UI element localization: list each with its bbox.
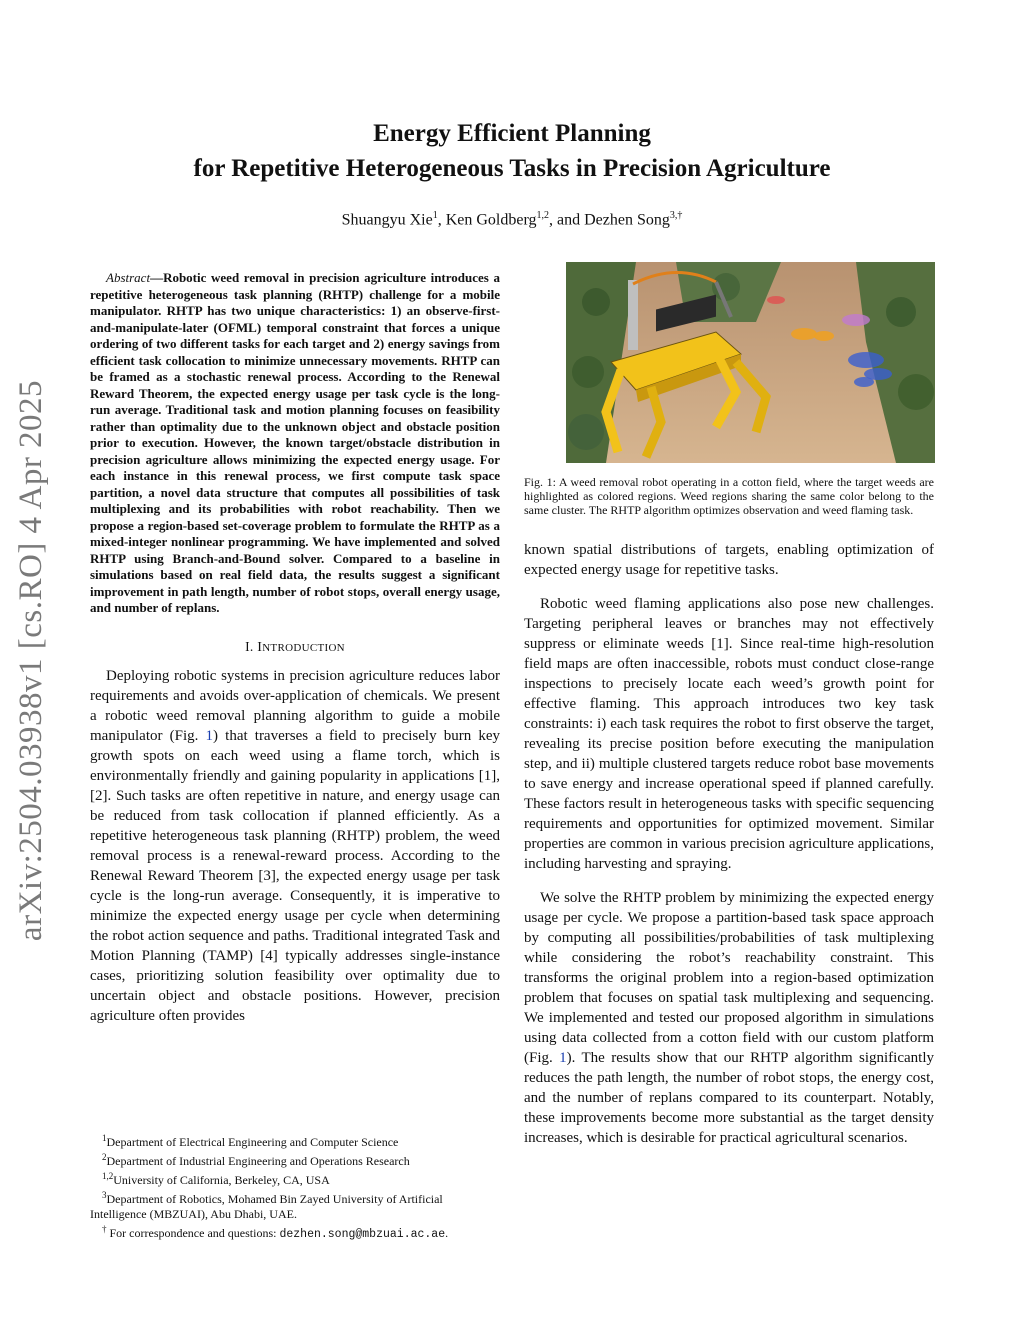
weed-region-red [767, 296, 785, 304]
abstract-text: Robotic weed removal in precision agriculture introduces a repetitive heterogeneous task planning (RHTP) challenge for a mobile manipulator. RHTP has two unique characteristics: 1) an observe-first-and-manipulate-later (OFML) temporal constraint that forces a unique ordering of two different tasks for each target and 2) energy savings from efficient task collocation to minimize unnecessary movements. RHTP can be framed as a stochastic renewal process. According to the Renewal Reward Theorem, the expected energy usage per task cycle is the long-run average. Traditional task and motion planning focuses on feasibility rather than optimality due to the unknown object and obstacle position prior to execution. However, the known target/obstacle distribution in precision agriculture allows minimizing the expected energy usage. For each instance in this renewal process, we first compute task space partition, a novel data structure that computes all possibilities of task multiplexing and its probabilities with robot reachability. Then we propose a region-based set-coverage problem to formulate the RHTP as a mixed-integer nonlinear programming. We have implemented and solved RHTP using Branch-and-Bound solver. Compared to a baseline in simulations based on real field data, the results suggest a significant improvement in path length, number of robot stops, overall energy usage, and number of replans. [90, 270, 500, 615]
weed-region-blue [854, 377, 874, 387]
footnote-mark: 1 [102, 1133, 107, 1143]
title-line-1: Energy Efficient Planning [373, 120, 651, 147]
paper-title [0, 116, 1024, 186]
section-number: I. [245, 638, 258, 654]
footnote-mark: 3 [102, 1190, 107, 1200]
footnote [90, 1222, 500, 1242]
weed-region-blue [848, 352, 884, 368]
footnote-text: Department of Industrial Engineering and Operations Research [106, 1154, 410, 1168]
intro-text-b: ) that traverses a field to precisely burn key growth spots on each weed using a flame torch, which is environmentally friendly and gaining popularity in applications [1], [2]. Such tasks are often repetitive in nature, and energy usage can be reduced from task collocation if planned efficiently. As a repetitive heterogeneous task planning (RHTP) problem, the weed removal process is a renewal-reward process. According to the Renewal Reward Theorem [3], the expected energy usage per task cycle is the long-run average. Consequently, it is imperative to minimize the expected energy usage per cycle when determining the robot action sequence and paths. Traditional integrated Task and Motion Planning (TAMP) [4] typically addresses single-instance cases, prioritizing solution feasibility over optimality due to uncertain object and obstacle positions. However, precision agriculture often provides [90, 727, 500, 1024]
plant [886, 297, 916, 327]
right-column [524, 262, 934, 1148]
author-name: Dezhen Song [584, 211, 670, 229]
paragraph-text-a: We solve the RHTP problem by minimizing the expected energy usage per cycle. We propose a partition-based task space approach by computing all possibilities/probabilities of task multiplexing while considering the robot’s reachability constraint. This transforms the original problem into a region-based optimization problem that focuses on spatial task multiplexing and sequencing. We implemented and tested our proposed algorithm in simulations using data collected from a cotton field with our custom platform (Fig. [524, 890, 934, 1066]
left-column [90, 270, 500, 1026]
abstract [90, 270, 500, 617]
intro-paragraph [90, 666, 500, 1026]
footnotes [90, 1131, 500, 1242]
robot-arm-mast [628, 280, 638, 350]
abstract-label: Abstract [106, 270, 151, 285]
right-paragraph-1: known spatial distributions of targets, enabling optimization of expected energy usage for repetitive tasks. [524, 542, 934, 578]
arxiv-id: arXiv:2504.03938v1 [cs.RO] 4 Apr 2025 [13, 379, 50, 941]
title-line-2: for Repetitive Heterogeneous Tasks in Precision Agriculture [193, 155, 831, 182]
footnote-end: . [445, 1226, 449, 1240]
author-name: Shuangyu Xie [341, 211, 433, 229]
footnote-mark: 1,2 [102, 1171, 114, 1181]
footnote-mark: 2 [102, 1152, 107, 1162]
author-affiliation: 1 [432, 210, 438, 221]
section-title-rest: NTRODUCTION [262, 641, 345, 654]
author-affiliation: 1,2 [536, 210, 550, 221]
footnote-text: For correspondence and questions: [106, 1226, 280, 1240]
footnote-text: Department of Robotics, Mohamed Bin Zayed University of Artificial Intelligence (MBZUAI), Abu Dhabi, UAE. [90, 1192, 443, 1221]
author-list [0, 210, 1024, 229]
right-paragraph-2: Robotic weed flaming applications also pose new challenges. Targeting peripheral leaves or branches may not effectively suppress or eliminate weeds [1]. Since real-time high-resolution field maps are often inaccessible, robots must conduct close-range inspections to precisely locate each weed’s growth point for effective flaming. This approach introduces two key task constraints: i) each task requires the robot to first observe the target, revealing its precise position before executing the manipulation step, and ii) multiple clustered targets reduce robot base movements to save energy and increase operational speed if planned carefully. These factors result in heterogeneous tasks with specific sequencing requirements and opportunities for optimized movement. Similar properties are common in various precision agriculture applications, including harvesting and spraying. [524, 596, 934, 872]
plant [582, 288, 610, 316]
author-separator: , [437, 211, 446, 229]
author-affiliation: 3,† [669, 210, 683, 221]
figure-robot-photo [566, 262, 935, 463]
intro-text-a: Deploying robotic systems in precision agriculture reduces labor requirements and avoids over-application of chemicals. We present a robotic weed removal planning algorithm to guide a mobile manipulator (Fig. [90, 667, 500, 744]
author-separator: , and [549, 211, 585, 229]
weed-region-purple [842, 314, 870, 326]
weed-region-orange [791, 328, 817, 340]
figure-caption: Fig. 1: A weed removal robot operating in a cotton field, where the target weeds are highlighted as colored regions. Weed regions sharing the same color belong to the same cluster. The RHTP algorithm optimizes observation and weed flaming task. [524, 475, 934, 517]
plant [898, 374, 934, 410]
section-initial: I [257, 639, 263, 655]
email-link[interactable]: dezhen.song@mbzuai.ac.ae [279, 1228, 446, 1241]
footnote-text: University of California, Berkeley, CA, USA [113, 1173, 330, 1187]
footnote [90, 1150, 500, 1169]
footnote-mark: † [102, 1224, 107, 1234]
plant [568, 414, 604, 450]
footnote [90, 1188, 500, 1222]
right-paragraph-3 [524, 888, 934, 1148]
figure-link[interactable]: 1 [205, 727, 214, 744]
author-name: Ken Goldberg [445, 211, 537, 229]
figure-link[interactable]: 1 [559, 1050, 567, 1066]
abstract-dash: — [150, 270, 164, 285]
weed-region-orange [814, 331, 834, 341]
section-heading-introduction [90, 639, 500, 656]
footnote [90, 1131, 500, 1150]
footnote-text: Department of Electrical Engineering and Computer Science [106, 1135, 399, 1149]
arxiv-stamp [2, 360, 62, 960]
robot-field-illustration [566, 262, 935, 463]
plant [572, 356, 604, 388]
paragraph-text-b: ). The results show that our RHTP algorithm significantly reduces the path length, the number of robot stops, the energy cost, and the number of replans compared to its counterpart. Notably, these improvements become more substantial as the target density increases, which is desirable for practical agricultural scenarios. [524, 1050, 934, 1146]
footnote [90, 1169, 500, 1188]
